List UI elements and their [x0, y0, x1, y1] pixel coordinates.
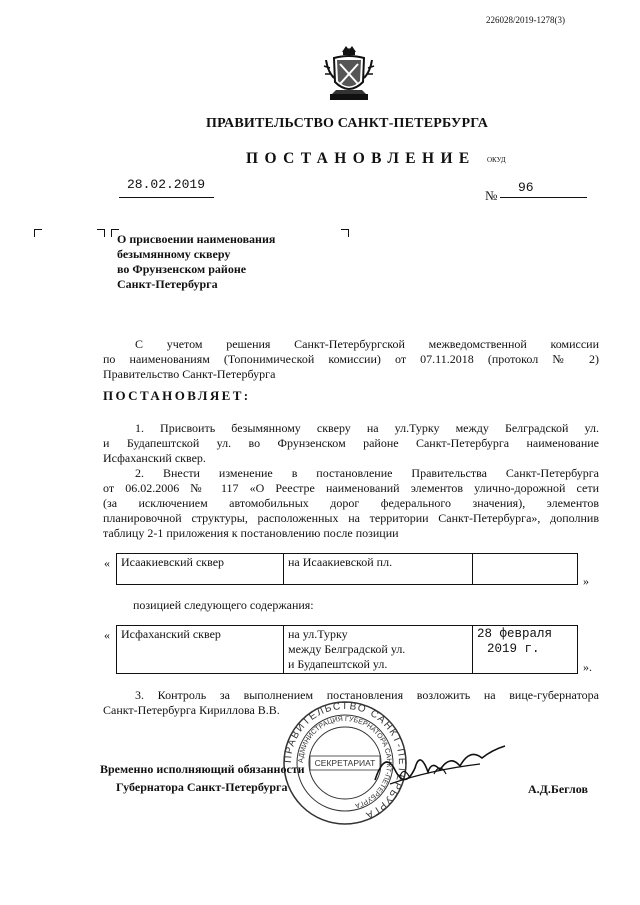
- government-title: ПРАВИТЕЛЬСТВО САНКТ-ПЕТЕРБУРГА: [206, 116, 489, 131]
- resolves-heading: ПОСТАНОВЛЯЕТ:: [103, 388, 251, 403]
- stamp-ring-inner: АДМИНИСТРАЦИЯ ГУБЕРНАТОРА САНКТ-ПЕТЕРБУРГА: [297, 715, 393, 809]
- close-quote: ».: [583, 660, 592, 674]
- table-cell-date: [473, 554, 578, 585]
- preamble-line: Правительство Санкт-Петербурга: [103, 367, 276, 381]
- date-underline: [119, 197, 214, 198]
- registry-table-new: [116, 625, 578, 674]
- open-quote: «: [104, 556, 110, 570]
- coat-of-arms-icon: [322, 42, 376, 106]
- table-cell-date: 28 февраля 2019 г.: [473, 626, 578, 674]
- item-2-line: (за исключением автомобильных дорог федерального значения), элементов: [103, 496, 599, 510]
- document-id: 226028/2019-1278(3): [486, 15, 565, 25]
- open-quote: «: [104, 628, 110, 642]
- item-1-line: 1. Присвоить безымянному скверу на ул.Турку между Белградской ул.: [135, 421, 599, 435]
- document-number: 96: [518, 180, 534, 195]
- corner-mark: [34, 229, 42, 237]
- table-cell-name: Исаакиевский сквер: [117, 554, 284, 585]
- item-2-line: 2. Внести изменение в постановление Правительства Санкт-Петербурга: [135, 466, 599, 480]
- table-cell-location: на ул.Турку между Белградской ул. и Будапештской ул.: [284, 626, 473, 674]
- document-date: 28.02.2019: [127, 177, 206, 192]
- stamp-center-text: СЕКРЕТАРИАТ: [314, 758, 376, 768]
- preamble-line: по наименованиям (Топонимической комиссии) от 07.11.2018 (протокол № 2): [103, 352, 599, 366]
- handwritten-signature: [370, 740, 510, 790]
- item-3-line: Санкт-Петербурга Кириллова В.В.: [103, 703, 280, 717]
- registry-table-before: [116, 553, 578, 585]
- signatory-name: А.Д.Беглов: [528, 782, 588, 796]
- close-quote: »: [583, 574, 589, 588]
- item-2-line: от 06.02.2006 № 117 «О Реестре наименований элементов улично-дорожной сети: [103, 481, 599, 495]
- corner-mark: [97, 229, 105, 237]
- item-1-line: Исфаханский сквер.: [103, 451, 206, 465]
- document-type: ПОСТАНОВЛЕНИЕ: [246, 150, 476, 167]
- table-cell-location: на Исаакиевской пл.: [284, 554, 473, 585]
- number-sign: №: [485, 188, 498, 203]
- item-1-line: и Будапештской ул. во Фрунзенском районе Санкт-Петербурга наименование: [103, 436, 599, 450]
- table-row: [117, 554, 578, 585]
- item-2-line: планировочной структуры, расположенных на территории Санкт-Петербурга», дополнив: [103, 511, 599, 525]
- following-text: позицией следующего содержания:: [133, 598, 314, 612]
- preamble-line: С учетом решения Санкт-Петербургской межведомственной комиссии: [135, 337, 599, 351]
- document-subject: О присвоении наименования безымянному скверу во Фрунзенском районе Санкт-Петербурга: [117, 232, 276, 291]
- table-cell-name: Исфаханский сквер: [117, 626, 284, 674]
- okud-label: ОКУД: [487, 156, 506, 164]
- number-underline: [500, 197, 587, 198]
- table-row: [117, 626, 578, 674]
- item-3-line: 3. Контроль за выполнением постановления возложить на вице-губернатора: [135, 688, 599, 702]
- item-2-line: таблицу 2-1 приложения к постановлению после позиции: [103, 526, 399, 540]
- signatory-position: Временно исполняющий обязанности: [100, 762, 305, 776]
- signatory-position-2: Губернатора Санкт-Петербурга: [116, 780, 288, 794]
- stamp-ring-outer: ПРАВИТЕЛЬСТВО САНКТ-ПЕТЕРБУРГА: [282, 700, 408, 821]
